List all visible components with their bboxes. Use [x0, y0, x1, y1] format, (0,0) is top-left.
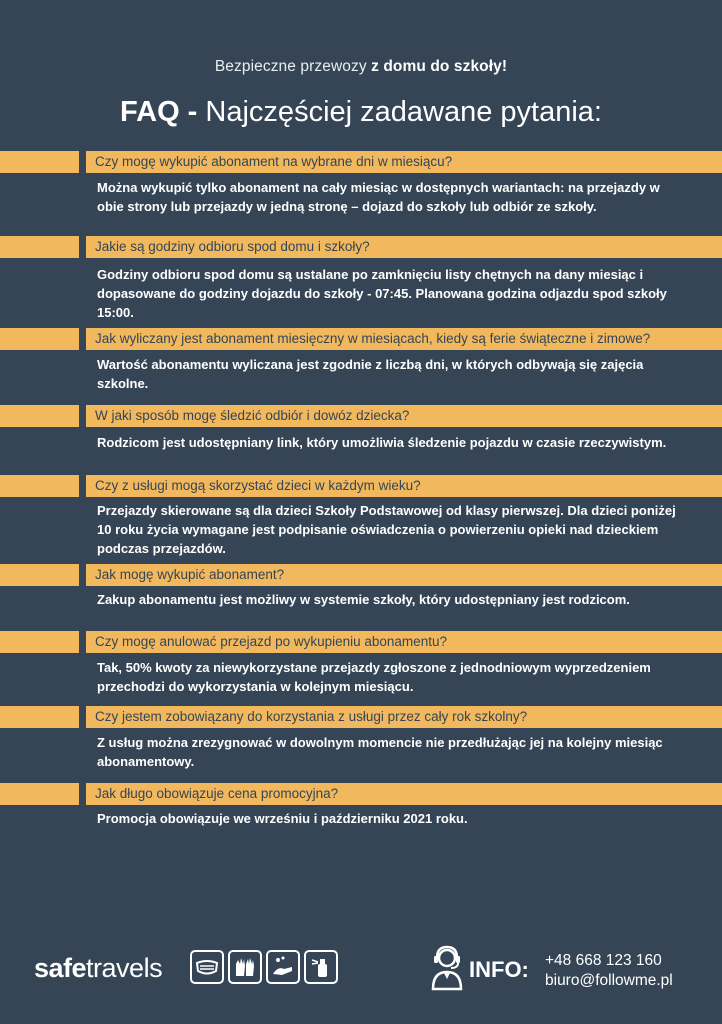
- faq-question-band: [0, 328, 722, 350]
- tagline-prefix: Bezpieczne przewozy: [214, 58, 367, 75]
- tagline: [0, 58, 722, 76]
- page-title: [0, 96, 722, 129]
- faq-question: Jak wyliczany jest abonament miesięczny w miesiącach, kiedy są ferie świąteczne i zimowe?: [86, 328, 722, 350]
- safety-icons: [190, 950, 338, 984]
- brand-rest: travels: [86, 953, 163, 983]
- disinfect-hands-icon: [266, 950, 300, 984]
- faq-question-band: [0, 475, 722, 497]
- gloves-icon: [228, 950, 262, 984]
- question-bar-accent: [0, 706, 79, 728]
- tagline-bold: z domu do szkoły!: [371, 58, 508, 75]
- faq-answer: Rodzicom jest udostępniany link, który umożliwia śledzenie pojazdu w czasie rzeczywistym.: [97, 435, 667, 450]
- contact-block: [545, 951, 673, 991]
- faq-question-band: [0, 564, 722, 586]
- support-agent-icon: [430, 945, 464, 996]
- phone-number[interactable]: +48 668 123 160: [545, 952, 662, 969]
- faq-question-band: [0, 783, 722, 805]
- faq-answer: Z usług można zrezygnować w dowolnym momencie nie przedłużając jej na kolejny miesiąc abonamentowy.: [97, 735, 663, 769]
- question-bar-accent: [0, 328, 79, 350]
- faq-answer: Tak, 50% kwoty za niewykorzystane przejazdy zgłoszone z jednodniowym wyprzedzeniem przechodzi do wykorzystania w kolejnym miesiącu.: [97, 660, 651, 694]
- mask-icon: [190, 950, 224, 984]
- faq-question-band: [0, 631, 722, 653]
- brand-logo: [34, 953, 162, 984]
- info-label: INFO:: [469, 957, 529, 982]
- faq-question-band: [0, 151, 722, 173]
- sanitizer-spray-icon: [304, 950, 338, 984]
- question-bar-accent: [0, 564, 79, 586]
- faq-answer: Wartość abonamentu wyliczana jest zgodnie z liczbą dni, w których odbywają się zajęcia szkolne.: [97, 357, 644, 391]
- question-bar-accent: [0, 236, 79, 258]
- faq-answer: Można wykupić tylko abonament na cały miesiąc w dostępnych wariantach: na przejazdy w obie strony lub przejazdy w jedną stronę – dojazd do szkoły lub odbiór ze szkoły.: [97, 180, 660, 214]
- faq-question: Czy mogę anulować przejazd po wykupieniu abonamentu?: [86, 631, 722, 653]
- faq-question: Czy jestem zobowiązany do korzystania z usługi przez cały rok szkolny?: [86, 706, 722, 728]
- faq-answer: Promocja obowiązuje we wrześniu i październiku 2021 roku.: [97, 811, 468, 826]
- faq-question: Czy z usługi mogą skorzystać dzieci w każdym wieku?: [86, 475, 722, 497]
- faq-question: Czy mogę wykupić abonament na wybrane dni w miesiącu?: [86, 151, 722, 173]
- faq-question: Jak długo obowiązuje cena promocyjna?: [86, 783, 722, 805]
- faq-question-band: [0, 236, 722, 258]
- question-bar-accent: [0, 475, 79, 497]
- email-link[interactable]: biuro@followme.pl: [545, 972, 673, 989]
- brand-bold: safe: [34, 953, 87, 983]
- faq-question: Jak mogę wykupić abonament?: [86, 564, 722, 586]
- question-bar-accent: [0, 783, 79, 805]
- question-bar-accent: [0, 405, 79, 427]
- page-title-bold: FAQ -: [120, 96, 198, 128]
- faq-answer: Godziny odbioru spod domu są ustalane po zamknięciu listy chętnych na dany miesiąc i dopasowane do godziny dojazdu do szkoły - 07:45. Planowana godzina odjazdu spod szkoły 15:00.: [97, 267, 667, 320]
- faq-question-band: [0, 706, 722, 728]
- question-bar-accent: [0, 631, 79, 653]
- question-bar-accent: [0, 151, 79, 173]
- faq-answer: Przejazdy skierowane są dla dzieci Szkoły Podstawowej od klasy pierwszej. Dla dzieci poniżej 10 roku życia wymagane jest podpisanie oświadczenia o powierzeniu opieki nad dzieckiem podczas przejazdów.: [97, 503, 676, 556]
- faq-question: W jaki sposób mogę śledzić odbiór i dowóz dziecka?: [86, 405, 722, 427]
- faq-question: Jakie są godziny odbioru spod domu i szkoły?: [86, 236, 722, 258]
- faq-question-band: [0, 405, 722, 427]
- faq-answer: Zakup abonamentu jest możliwy w systemie szkoły, który udostępniany jest rodzicom.: [97, 592, 630, 607]
- page-title-rest: Najczęściej zadawane pytania:: [205, 96, 602, 128]
